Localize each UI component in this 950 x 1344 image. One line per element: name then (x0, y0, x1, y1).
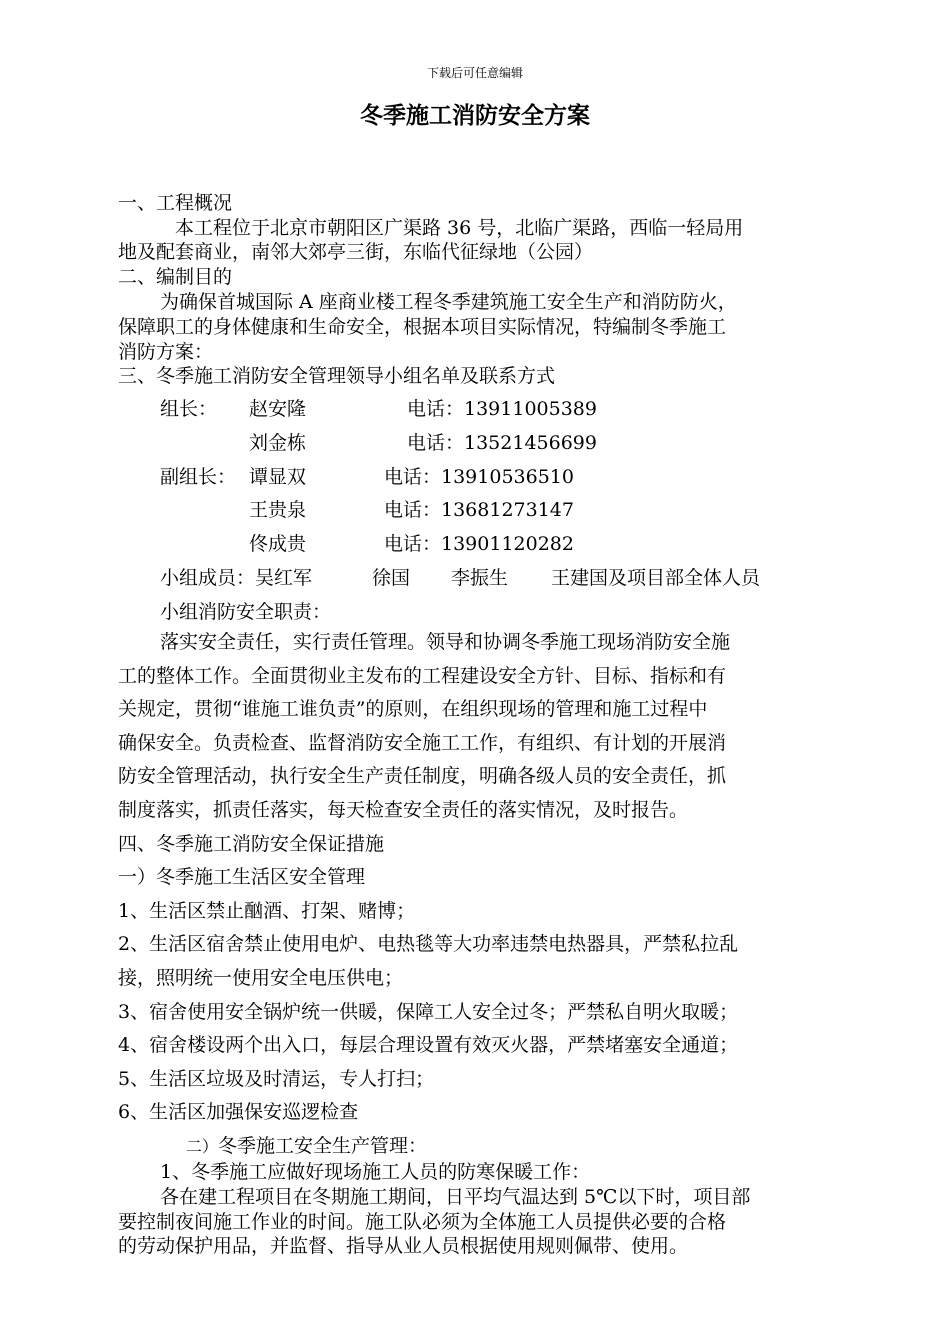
paragraph-line: 要控制夜间施工作业的时间。施工队必须为全体施工人员提供必要的合格 (118, 1211, 727, 1233)
paragraph-line: 制度落实，抓责任落实，每天检查安全责任的落实情况，及时报告。 (118, 799, 689, 821)
document-title: 冬季施工消防安全方案 (360, 102, 590, 129)
subheading-production-safety (186, 1134, 427, 1159)
list-item: 1、生活区禁止酗酒、打架、赌博； (118, 900, 416, 922)
team-role: 组长： (160, 398, 218, 420)
heading-leadership-team: 三、冬季施工消防安全管理领导小组名单及联系方式 (118, 365, 556, 387)
paragraph-line: 保障职工的身体健康和生命安全，根据本项目实际情况，特编制冬季施工 (118, 316, 727, 338)
list-item-continuation: 接，照明统一使用安全电压供电； (118, 967, 404, 989)
paragraph-line: 本工程位于北京市朝阳区广渠路 36 号，北临广渠路，西临一轻局用 (175, 217, 744, 239)
list-item: 3、宿舍使用安全锅炉统一供暖，保障工人安全过冬；严禁私自明火取暖； (118, 1001, 739, 1023)
heading-project-overview: 一、工程概况 (118, 192, 233, 214)
section-title: 冬季施工安全生产管理： (218, 1135, 428, 1157)
paragraph-line: 工的整体工作。全面贯彻业主发布的工程建设安全方针、目标、指标和有 (118, 665, 727, 687)
team-phone: 电话：13911005389 (407, 398, 597, 420)
paragraph-line: 1、冬季施工应做好现场施工人员的防寒保暖工作： (160, 1161, 591, 1183)
subheading-living-area: 一）冬季施工生活区安全管理 (118, 866, 366, 888)
team-name: 刘金栋 (249, 432, 307, 454)
team-member: 李振生 (451, 567, 509, 589)
paragraph-line: 确保安全。负责检查、监督消防安全施工工作，有组织、有计划的开展消 (118, 732, 727, 754)
paragraph-line: 地及配套商业，南邻大郊亭三街，东临代征绿地（公园） (118, 241, 594, 263)
list-item: 2、生活区宿舍禁止使用电炉、电热毯等大功率违禁电热器具，严禁私拉乱 (118, 933, 739, 955)
paragraph-line: 消防方案： (118, 341, 214, 363)
paragraph-line: 防安全管理活动，执行安全生产责任制度，明确各级人员的安全责任，抓 (118, 765, 727, 787)
paragraph-line: 的劳动保护用品，并监督、指导从业人员根据使用规则佩带、使用。 (118, 1235, 689, 1257)
paragraph-line: 各在建工程项目在冬期施工期间，日平均气温达到 5℃以下时，项目部 (160, 1186, 751, 1208)
paragraph-line: 落实安全责任，实行责任管理。领导和协调冬季施工现场消防安全施 (160, 631, 731, 653)
team-phone: 电话：13910536510 (384, 466, 574, 488)
list-item: 6、生活区加强保安巡逻检查 (118, 1101, 359, 1123)
paragraph-line: 关规定，贯彻“谁施工谁负责”的原则，在组织现场的管理和施工过程中 (118, 698, 708, 720)
team-phone: 电话：13521456699 (407, 432, 597, 454)
team-name: 王贵泉 (249, 499, 307, 521)
subheading-responsibilities: 小组消防安全职责： (160, 601, 332, 623)
heading-purpose: 二、编制目的 (118, 266, 233, 288)
heading-safety-measures: 四、冬季施工消防安全保证措施 (118, 833, 385, 855)
team-name: 谭显双 (249, 466, 307, 488)
team-name: 赵安隆 (249, 398, 307, 420)
team-member: 徐国 (372, 567, 411, 589)
team-name: 佟成贵 (249, 533, 307, 555)
team-role: 副组长： (160, 466, 237, 488)
team-member: 王建国及项目部全体人员 (551, 567, 761, 589)
list-item: 4、宿舍楼设两个出入口，每层合理设置有效灭火器，严禁堵塞安全通道； (118, 1034, 739, 1056)
list-item: 5、生活区垃圾及时清运，专人打扫； (118, 1068, 435, 1090)
team-members: 小组成员：吴红军 (160, 567, 313, 589)
team-phone: 电话：13681273147 (384, 499, 574, 521)
paragraph-line: 为确保首城国际 A 座商业楼工程冬季建筑施工安全生产和消防防火， (160, 291, 737, 313)
team-phone: 电话：13901120282 (384, 533, 574, 555)
header-note: 下载后可任意编辑 (426, 66, 523, 80)
section-number: 二） (186, 1137, 219, 1156)
